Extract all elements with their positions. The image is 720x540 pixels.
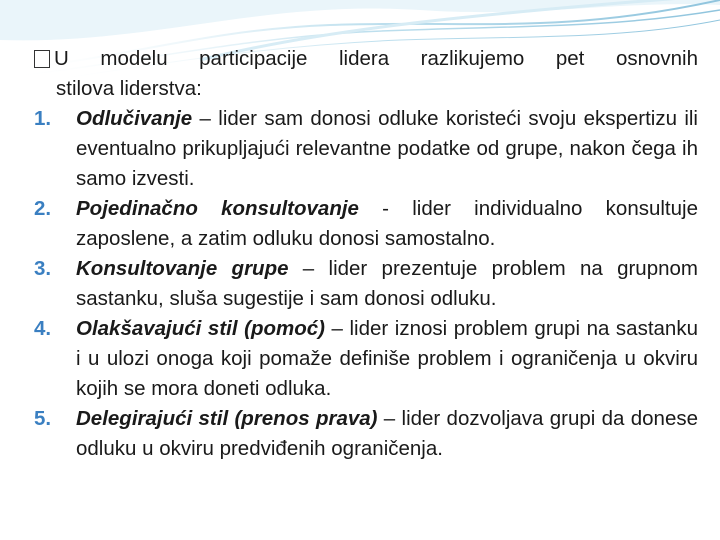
item-text: – lider dozvoljava grupi da donese odluku u okviru predviđenih ograničenja. [76,407,699,460]
item-term: Delegirajući stil (prenos prava) [76,407,378,430]
item-number: 3. [34,257,52,280]
list-item [34,254,698,314]
item-text: - lider individualno konsultuje zaposlene, a zatim odluku donosi samostalno. [76,197,698,250]
item-term: Olakšavajući stil (pomoć) [76,317,325,340]
intro-text: U modelu participacije lidera razlikujemo pet osnovnih [54,47,698,70]
list-item [34,314,698,404]
slide-body [34,44,698,464]
bullet-icon [34,50,50,68]
item-number: 1. [34,107,52,130]
list-item [34,404,698,464]
item-text: – lider iznosi problem grupi na sastanku i u ulozi onoga koji pomaže definiše problem i ograničenja u okviru kojih se mora doneti odluka. [76,317,698,400]
item-number: 4. [34,317,52,340]
intro-line-2: stilova liderstva: [56,77,202,100]
item-number: 2. [34,197,52,220]
item-text: – lider prezentuje problem na grupnom sastanku, sluša sugestije i sam donosi odluku. [76,257,698,310]
list-item [34,104,698,194]
item-text: – lider sam donosi odluke koristeći svoju ekspertizu ili eventualno prikupljajući relevantne podatke od grupe, nakon čega ih samo izvesti. [76,107,698,190]
item-number: 5. [34,407,52,430]
item-term: Konsultovanje grupe [76,257,289,280]
item-term: Pojedinačno konsultovanje [76,197,359,220]
list-item [34,194,698,254]
intro-line [34,44,698,74]
item-term: Odlučivanje [76,107,193,130]
